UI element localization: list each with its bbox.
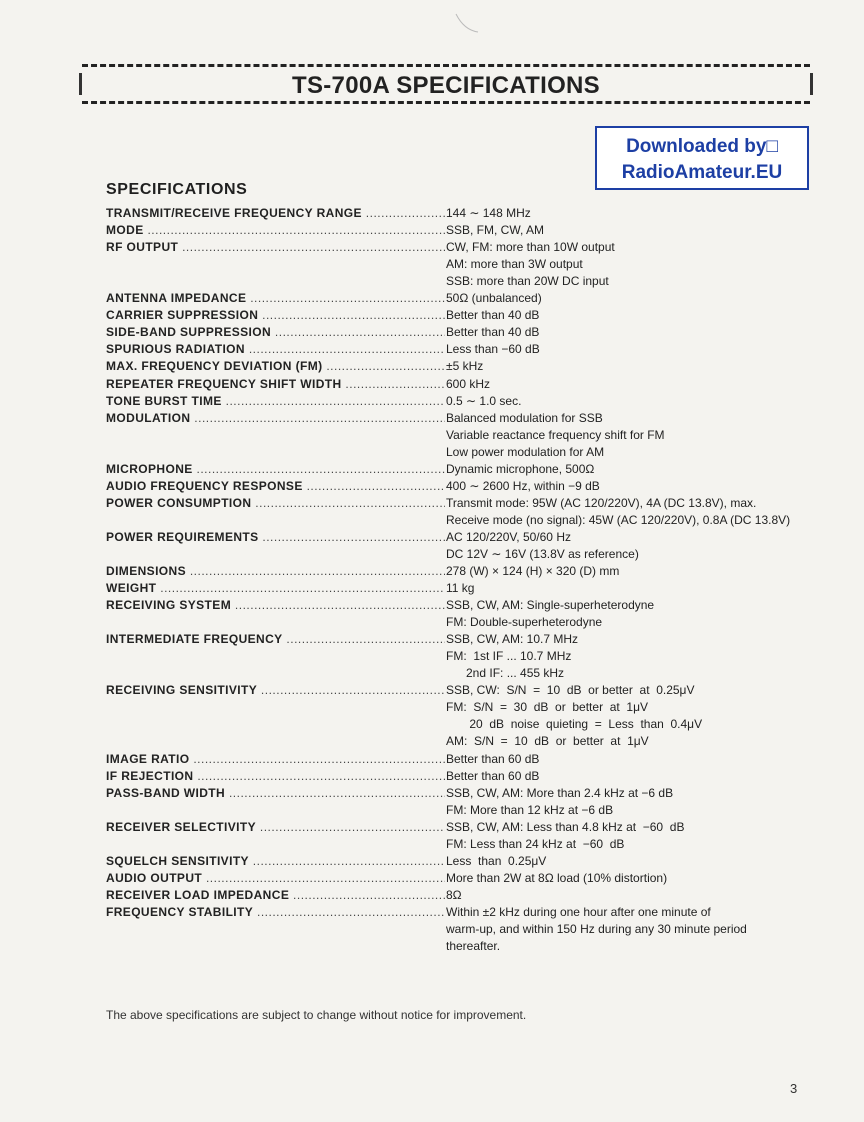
spec-value-line: Variable reactance frequency shift for FM [446, 427, 665, 442]
spec-label [106, 751, 445, 768]
spec-value [446, 887, 462, 904]
spec-value [446, 529, 639, 563]
spec-label [106, 205, 445, 222]
spec-value [446, 290, 542, 307]
spec-label-text: WEIGHT [106, 581, 157, 596]
spec-label-text: MODE [106, 223, 144, 238]
spec-label-text: TONE BURST TIME [106, 393, 222, 408]
spec-value-line: FM: Less than 24 kHz at −60 dB [446, 836, 625, 851]
spec-label-text: POWER REQUIREMENTS [106, 529, 259, 544]
page-number: 3 [790, 1081, 798, 1096]
spec-label [106, 870, 445, 887]
spec-value [446, 410, 665, 461]
spec-value [446, 870, 667, 887]
spec-label-text: ANTENNA IMPEDANCE [106, 291, 247, 306]
watermark-line-2: RadioAmateur.EU [621, 162, 783, 183]
spec-label [106, 785, 445, 802]
spec-label-text: AUDIO FREQUENCY RESPONSE [106, 478, 303, 493]
spec-value-line: 8Ω [446, 888, 462, 902]
spec-value-line: SSB, CW: S/N = 10 dB or better at 0.25μV [446, 683, 695, 698]
spec-label [106, 393, 445, 410]
spec-value-line: Better than 40 dB [446, 325, 540, 340]
spec-value-line: AM: S/N = 10 dB or better at 1μV [446, 734, 649, 749]
spec-value-line: Transmit mode: 95W (AC 120/220V), 4A (DC 13.8V), max. [446, 495, 757, 510]
spec-value-line: ±5 kHz [446, 359, 484, 374]
spec-value-line: SSB: more than 20W DC input [446, 274, 609, 289]
spec-value-line: Less than −60 dB [446, 342, 540, 357]
spec-value-line: FM: More than 12 kHz at −6 dB [446, 802, 614, 817]
spec-label [106, 682, 445, 699]
spec-value-line: Low power modulation for AM [446, 444, 605, 459]
spec-label [106, 307, 445, 324]
spec-value-line: CW, FM: more than 10W output [446, 240, 615, 255]
spec-value [446, 307, 539, 324]
spec-value [446, 768, 539, 785]
spec-label [106, 887, 445, 904]
spec-value [446, 819, 684, 853]
spec-value-line: 600 kHz [446, 376, 491, 391]
spec-label [106, 768, 445, 785]
spec-value [446, 341, 540, 358]
spec-label-text: REPEATER FREQUENCY SHIFT WIDTH [106, 376, 342, 391]
footer-note: The above specifications are subject to change without notice for improvement. [106, 1008, 527, 1022]
spec-value-line: SSB, CW, AM: Less than 4.8 kHz at −60 dB [446, 819, 685, 834]
spec-value-line: AC 120/220V, 50/60 Hz [446, 529, 571, 544]
spec-value-line: 0.5 ∼ 1.0 sec. [446, 393, 522, 408]
spec-label-text: SIDE-BAND SUPPRESSION [106, 325, 272, 340]
spec-value [446, 478, 600, 495]
spec-value [446, 222, 544, 239]
spec-label [106, 904, 445, 921]
spec-value [446, 563, 619, 580]
spec-value-line: Better than 40 dB [446, 308, 540, 323]
spec-label [106, 324, 445, 341]
spec-value [446, 324, 539, 341]
spec-value [446, 785, 673, 819]
spec-label-text: RECEIVING SENSITIVITY [106, 683, 258, 698]
spec-value-line: 20 dB noise quieting = Less than 0.4μV [446, 717, 703, 732]
spec-value [446, 376, 490, 393]
spec-label-text: RECEIVING SYSTEM [106, 598, 232, 613]
spec-value-line: DC 12V ∼ 16V (13.8V as reference) [446, 546, 639, 561]
spec-value-line: 278 (W) × 124 (H) × 320 (D) mm [446, 564, 620, 579]
spec-value-line: Receive mode (no signal): 45W (AC 120/220V), 0.8A (DC 13.8V) [446, 512, 791, 527]
spec-label [106, 853, 445, 870]
spec-value-line: AM: more than 3W output [446, 257, 583, 272]
spec-label-text: IF REJECTION [106, 768, 194, 783]
spec-value-line: 11 kg [446, 581, 475, 596]
spec-value-line: FM: Double-superheterodyne [446, 615, 603, 630]
spec-label-text: POWER CONSUMPTION [106, 495, 252, 510]
spec-value-line: Within ±2 kHz during one hour after one minute of [446, 905, 711, 920]
spec-label-text: PASS-BAND WIDTH [106, 785, 226, 800]
spec-value-line: Better than 60 dB [446, 768, 540, 783]
spec-value [446, 682, 702, 750]
spec-value-line: 50Ω (unbalanced) [446, 291, 542, 306]
spec-value [446, 751, 539, 768]
spec-label [106, 341, 445, 358]
spec-label-text: INTERMEDIATE FREQUENCY [106, 632, 283, 647]
spec-label [106, 580, 445, 597]
spec-label-text: RECEIVER LOAD IMPEDANCE [106, 888, 290, 902]
spec-label [106, 358, 445, 375]
spec-value-line: SSB, CW, AM: More than 2.4 kHz at −6 dB [446, 785, 674, 800]
spec-value-line: 2nd IF: ... 455 kHz [446, 666, 565, 681]
spec-label [106, 819, 445, 836]
spec-label-text: MODULATION [106, 410, 191, 425]
spec-value-line: warm-up, and within 150 Hz during any 30 minute period [446, 922, 747, 937]
spec-label-text: SQUELCH SENSITIVITY [106, 853, 249, 868]
spec-value-line: SSB, CW, AM: 10.7 MHz [446, 632, 579, 647]
spec-value [446, 580, 474, 597]
spec-value-line: Balanced modulation for SSB [446, 410, 603, 425]
spec-label-text: MAX. FREQUENCY DEVIATION (FM) [106, 359, 323, 374]
spec-label [106, 376, 445, 393]
page-title: TS-700A SPECIFICATIONS [292, 72, 600, 99]
spec-value [446, 904, 747, 955]
spec-value-line: FM: 1st IF ... 10.7 MHz [446, 649, 572, 664]
spec-label [106, 631, 445, 648]
spec-label [106, 222, 445, 239]
spec-label [106, 597, 445, 614]
spec-value-line: SSB, FM, CW, AM [446, 223, 545, 238]
section-heading: SPECIFICATIONS [106, 181, 248, 198]
spec-label [106, 410, 445, 427]
spec-value-line: 144 ∼ 148 MHz [446, 206, 531, 220]
spec-value [446, 393, 521, 410]
pencil-mark [452, 8, 482, 38]
spec-label [106, 290, 445, 307]
spec-label-text: RF OUTPUT [106, 240, 179, 255]
spec-value-line: Better than 60 dB [446, 751, 540, 766]
spec-label-text: MICROPHONE [106, 461, 193, 476]
spec-value [446, 205, 531, 222]
spec-label [106, 239, 445, 256]
spec-label-text: FREQUENCY STABILITY [106, 905, 254, 920]
spec-value-line: Dynamic microphone, 500Ω [446, 461, 595, 476]
spec-label-text: CARRIER SUPPRESSION [106, 308, 259, 323]
spec-value-line: 400 ∼ 2600 Hz, within −9 dB [446, 478, 600, 493]
spec-label [106, 461, 445, 478]
spec-value-line: SSB, CW, AM: Single-superheterodyne [446, 598, 655, 613]
spec-value [446, 495, 790, 529]
title-banner [82, 64, 810, 104]
spec-value [446, 853, 546, 870]
spec-value [446, 358, 483, 375]
spec-label [106, 478, 445, 495]
spec-value [446, 461, 594, 478]
download-watermark [595, 126, 809, 190]
watermark-line-1: Downloaded by□ [626, 136, 778, 157]
spec-label [106, 563, 445, 580]
spec-label-text: RECEIVER SELECTIVITY [106, 819, 257, 834]
spec-value-line: More than 2W at 8Ω load (10% distortion) [446, 870, 668, 885]
spec-label-text: DIMENSIONS [106, 564, 187, 579]
spec-value-line: thereafter. [446, 939, 501, 954]
spec-label-text: IMAGE RATIO [106, 751, 190, 766]
spec-label-text: AUDIO OUTPUT [106, 870, 203, 885]
spec-value [446, 597, 654, 631]
spec-value-line: FM: S/N = 30 dB or better at 1μV [446, 700, 648, 715]
spec-value [446, 239, 615, 290]
spec-label [106, 529, 445, 546]
spec-label [106, 495, 445, 512]
spec-value-line: Less than 0.25μV [446, 853, 547, 868]
spec-value [446, 631, 578, 682]
spec-label-text: SPURIOUS RADIATION [106, 342, 245, 357]
spec-label-text: TRANSMIT/RECEIVE FREQUENCY RANGE [106, 206, 362, 220]
